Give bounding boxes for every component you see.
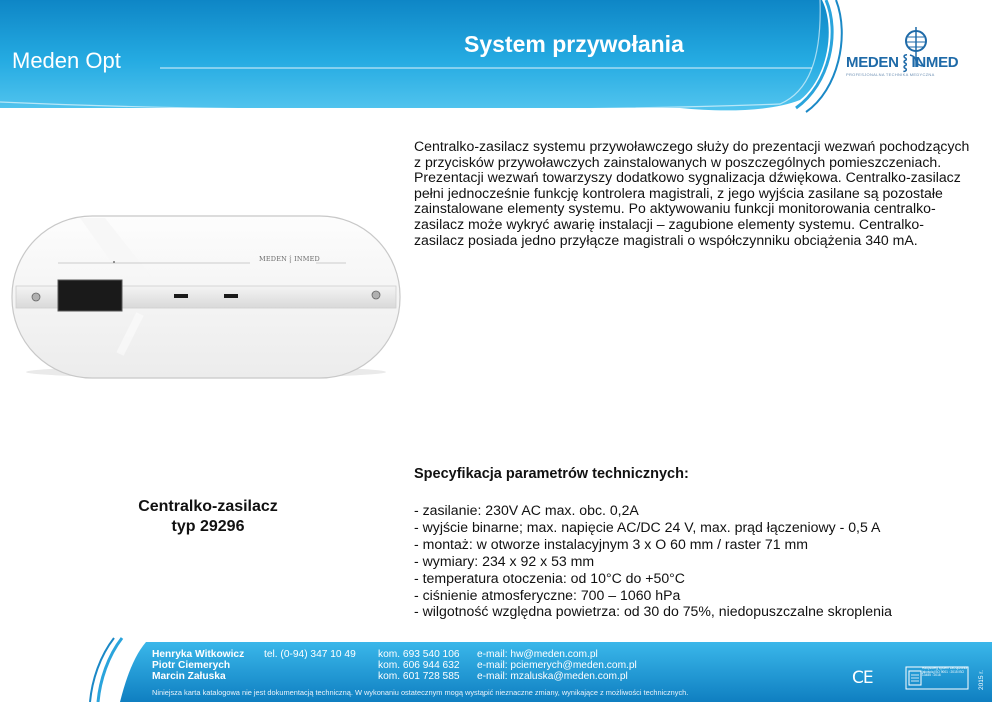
contact-email[interactable]: e-mail: hw@meden.com.pl [477,649,598,660]
contact-name: Marcin Załuska [152,671,226,682]
contact-name: Henryka Witkowicz [152,649,245,660]
certification-text: Haupstweg system zarządzania jakością ISO 9001 : 2015 ISO 13485 : 2016 [922,666,968,678]
ce-mark-icon: CE [852,668,873,688]
spec-item: - zasilanie: 230V AC max. obc. 0,2A [414,502,639,518]
product-image [10,214,402,384]
contact-mobile: kom. 601 728 585 [378,671,460,682]
brand-name: Meden Opt [12,48,121,73]
spec-item: - wilgotność względna powietrza: od 30 do 75%, niedopuszczalne skroplenia [414,603,892,620]
contact-email[interactable]: e-mail: mzaluska@meden.com.pl [477,671,628,682]
logo-wordmark: MEDEN ⸾ INMED [846,54,959,71]
spec-item: - wyjście binarne; max. napięcie AC/DC 24 V, max. prąd łączeniowy - 0,5 A [414,518,881,535]
spec-item: - montaż: w otworze instalacyjnym 3 x O 60 mm / raster 71 mm [414,535,808,552]
footer-disclaimer: Niniejsza karta katalogowa nie jest dokumentacją techniczną. W wykonaniu ostatecznym mogą wystąpić nieznaczne zmiany, wynikające z możliwości technicznych. [152,688,689,697]
footer-year: 2015 r. [978,670,985,690]
contact-email[interactable]: e-mail: pciemerych@meden.com.pl [477,660,637,671]
contact-name: Piotr Ciemerych [152,660,231,671]
logo-tagline: PROFESJONALNA TECHNIKA MEDYCZNA [846,72,935,77]
product-name-line1: Centralko-zasilacz [138,498,278,515]
spec-item: - wymiary: 234 x 92 x 53 mm [414,552,595,569]
page-title: System przywołania [464,31,684,57]
spec-item: - ciśnienie atmosferyczne: 700 – 1060 hPa [414,586,681,603]
specs-list [414,502,892,620]
contact-mobile: kom. 693 540 106 [378,649,460,660]
product-description: Centralko-zasilacz systemu przywoławczego służy do prezentacji wezwań pochodzących z przycisków przywoławczych zainstalowanych w poszczególnych pomieszczeniach. Prezentacji wezwań towarzyszy dodatkowo sygnalizacja dźwiękowa. Centralko-zasilacz pełni jednocześnie funkcję kontrolera magistrali, z jego wyjścia zasilane są pozostałe zainstalowane elementy systemu. Po aktywowaniu funkcji monitorowania centralko-zasilacz może wykryć awarię instalacji – zagubione elementy systemu. Centralko-zasilacz posiada jedno przyłącze magistrali o współczynniku obciążenia 340 mA. [414,138,970,248]
product-name [108,497,308,537]
contact-mobile: kom. 606 944 632 [378,660,460,671]
specs-heading: Specyfikacja parametrów technicznych: [414,466,689,482]
spec-item: - temperatura otoczenia: od 10°C do +50°C [414,569,685,586]
contact-phone: tel. (0-94) 347 10 49 [264,649,356,660]
device-brand-label: MEDEN ⸾ INMED [259,255,320,263]
product-type: typ 29296 [171,518,245,535]
